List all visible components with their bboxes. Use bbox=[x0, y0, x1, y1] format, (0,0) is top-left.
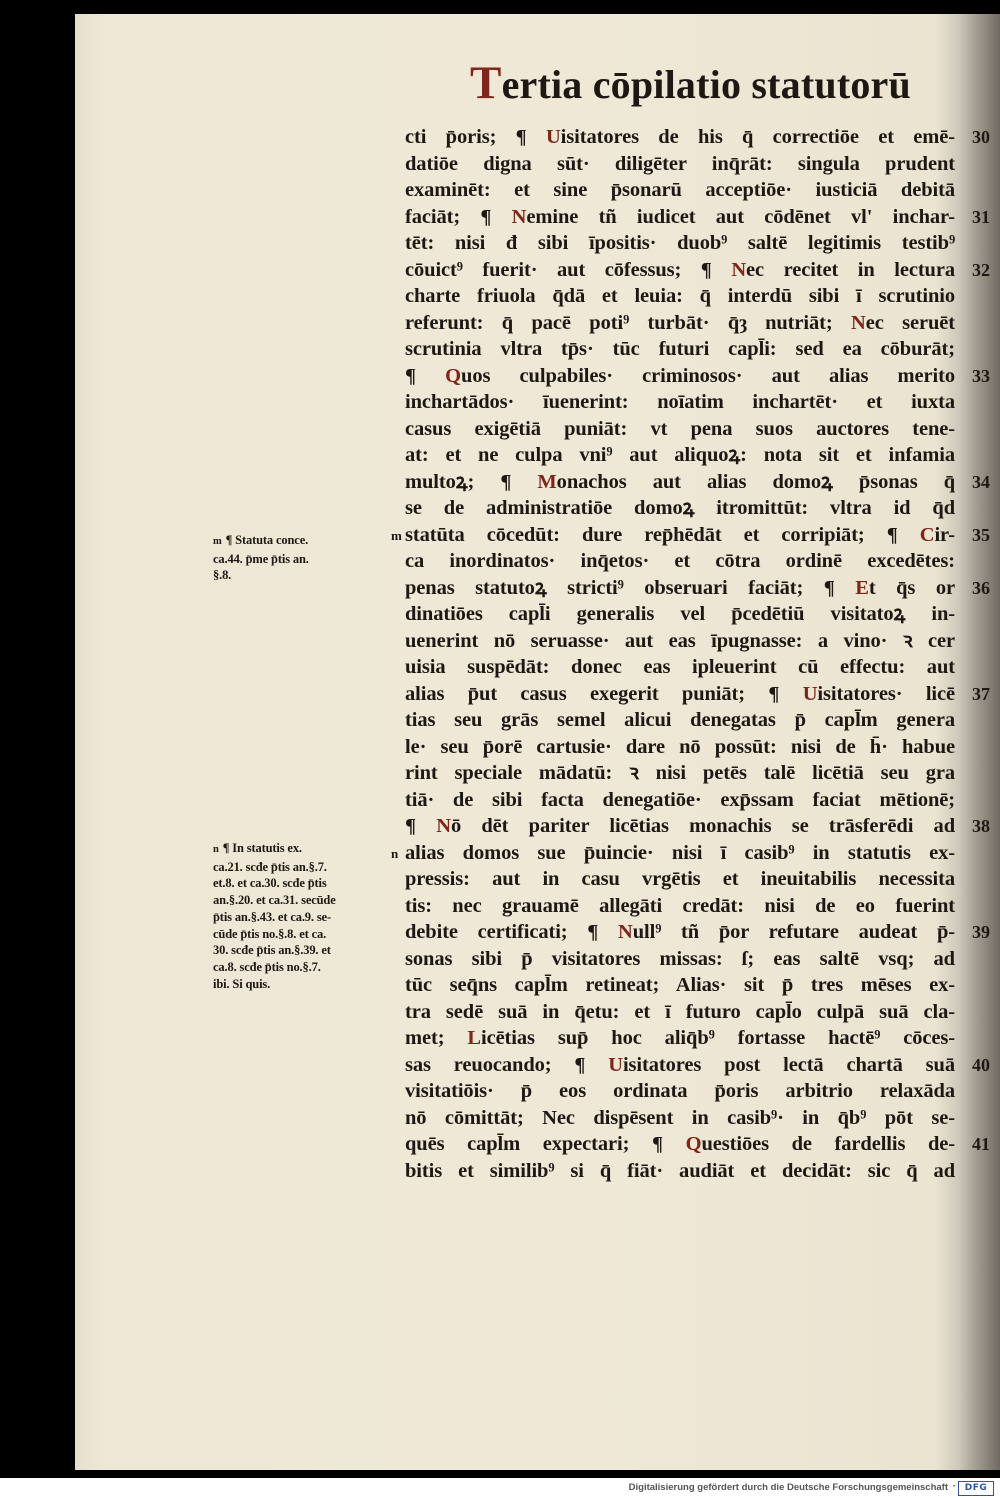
margin-note-line bbox=[213, 532, 381, 551]
text-segment: tra sedē suā in q̄etu: et ī futuro capl̄o culpā suā cla- bbox=[405, 1000, 955, 1023]
paragraph-number: 38 bbox=[972, 816, 990, 836]
main-text-column bbox=[391, 124, 990, 1184]
text-segment: examinēt: et sine p̄sonarū acceptiōe· iusticiā debitā bbox=[405, 179, 955, 201]
text-segment: tis: nec grauamē allegāti credāt: nisi de eo fuerint bbox=[405, 894, 955, 917]
text-segment: onachos aut alias domoꝝ p̄sonas q̄ bbox=[556, 470, 955, 493]
margin-note-line bbox=[213, 840, 381, 859]
text-segment: referunt: q̄ pacē poti⁹ turbāt· q̄ȝ nutriāt; bbox=[405, 311, 851, 334]
funding-credit: Digitalisierung gefördert durch die Deutsche Forschungsgemeinschaft bbox=[628, 1482, 948, 1493]
text-line bbox=[405, 813, 990, 840]
rubricated-initial: Q bbox=[685, 1133, 702, 1155]
rubricated-initial: N bbox=[850, 311, 866, 334]
text-segment: sas reuocando; ¶ bbox=[405, 1053, 609, 1076]
text-line bbox=[405, 336, 955, 363]
rubricated-initial: E bbox=[855, 576, 869, 599]
text-line bbox=[405, 919, 990, 946]
text-line bbox=[405, 389, 955, 416]
margin-note-line bbox=[213, 892, 381, 909]
text-line bbox=[405, 124, 990, 151]
title-rubricated-initial: T bbox=[470, 57, 502, 109]
text-segment: charte friuola q̄dā et leuia: q̄ interdū sibi ī scrutinio bbox=[405, 285, 955, 307]
text-segment: uenerint nō seruasse· aut eas īpugnasse: a vino· ꝛ cer bbox=[405, 629, 955, 652]
dfg-logo-icon: DFG bbox=[958, 1481, 994, 1496]
text-segment: multoꝝ; ¶ bbox=[405, 470, 538, 493]
text-segment: isitatores· licē bbox=[817, 682, 956, 705]
text-line bbox=[405, 972, 955, 999]
text-segment: at: et ne culpa vni⁹ aut aliquoꝝ: nota sit et infamia bbox=[405, 444, 955, 466]
margin-note-text: p̄tis an.§.43. et ca.9. se- bbox=[213, 909, 331, 924]
text-segment: pressis: aut in casu vrgētis et ineuitabilis necessita bbox=[405, 868, 955, 890]
footer-separator: · bbox=[952, 1481, 956, 1492]
text-segment: cti p̄oris; ¶ bbox=[405, 126, 546, 148]
margin-note-text: et.8. et ca.30. scđe p̄tis bbox=[213, 876, 327, 891]
margin-note-n bbox=[213, 840, 381, 992]
text-segment: rint speciale mādatū: ꝛ nisi petēs talē licētiā seu gra bbox=[405, 762, 955, 784]
book-page bbox=[75, 14, 1000, 1470]
text-segment: cōuict⁹ fuerit· aut cōfessus; ¶ bbox=[405, 258, 732, 281]
digitization-footer bbox=[0, 1478, 1000, 1498]
margin-note-text: ca.21. scđe p̄tis an.§.7. bbox=[213, 859, 327, 874]
text-segment: ir- bbox=[934, 523, 955, 546]
paragraph-number: 39 bbox=[972, 922, 990, 942]
margin-note-line bbox=[213, 959, 381, 976]
text-segment: tiā· de sibi facta denegatiōe· exp̄ssam faciat mētionē; bbox=[405, 788, 955, 811]
paragraph-number: 30 bbox=[972, 127, 990, 147]
margin-note-text: 30. scđe p̄tis an.§.39. et bbox=[213, 943, 331, 958]
paragraph-number: 31 bbox=[972, 206, 990, 227]
text-line bbox=[405, 495, 955, 522]
margin-note-text: ¶ In statutis ex. bbox=[222, 841, 302, 855]
paragraph-number: 37 bbox=[972, 683, 990, 704]
text-line bbox=[405, 1052, 990, 1079]
margin-note-line bbox=[213, 909, 381, 926]
margin-note-line bbox=[213, 942, 381, 959]
text-segment: ca inordinatos· inq̄etos· et cōtra ordinē excedētes: bbox=[405, 550, 955, 572]
margin-note-text: cūde p̄tis no.§.8. et ca. bbox=[213, 926, 327, 941]
text-line bbox=[405, 1105, 955, 1132]
margin-note-text: ca.8. scđe p̄tis no.§.7. bbox=[213, 959, 321, 974]
text-segment: nō cōmittāt; Nec dispēsent in casib⁹· in q̄b⁹ pōt se- bbox=[405, 1106, 955, 1129]
text-segment: bitis et similib⁹ si q̄ fiāt· audiāt et decidāt: sic q̄ ad bbox=[405, 1159, 955, 1182]
margin-note-text: ¶ Statuta conce. bbox=[225, 533, 309, 547]
note-reference-marker: n bbox=[391, 845, 399, 861]
rubricated-initial: C bbox=[919, 523, 935, 546]
text-segment: ec seruēt bbox=[865, 311, 955, 334]
text-line bbox=[405, 151, 955, 178]
margin-note-line bbox=[213, 859, 381, 876]
text-line bbox=[405, 548, 955, 575]
text-segment: t q̄s or bbox=[868, 576, 955, 599]
text-segment: penas statutoꝝ stricti⁹ obseruari faciāt; ¶ bbox=[405, 576, 856, 599]
text-segment: uestiōes de fardellis de- bbox=[701, 1133, 955, 1155]
text-segment: isitatores de his q̄ correctiōe et emē- bbox=[560, 126, 955, 148]
text-line bbox=[405, 310, 955, 337]
text-segment: debite certificati; ¶ bbox=[405, 921, 619, 943]
paragraph-number: 34 bbox=[972, 471, 990, 492]
text-line bbox=[405, 654, 955, 681]
text-segment: icētias sup̄ hoc aliq̄b⁹ fortasse hactē⁹ cōces- bbox=[480, 1027, 955, 1049]
margin-note-m bbox=[213, 532, 381, 584]
text-segment: scrutinia vltra tp̄s· tūc futuri capl̄i: sed ea cōburāt; bbox=[405, 338, 955, 360]
text-line bbox=[405, 760, 955, 787]
text-line bbox=[405, 257, 990, 284]
text-segment: ec recitet in lectura bbox=[746, 258, 955, 281]
title-text: ertia cōpilatio statutorū bbox=[501, 62, 911, 107]
text-segment: sonas sibi p̄ visitatores missas: ſ; eas saltē vsq; ad bbox=[405, 947, 955, 970]
text-line bbox=[405, 575, 990, 602]
text-segment: isitatores post lectā chartā suā bbox=[622, 1053, 955, 1076]
text-segment: alias p̄ut casus exegerit puniāt; ¶ bbox=[405, 682, 803, 705]
margin-note-line bbox=[213, 567, 381, 584]
text-line bbox=[405, 893, 955, 920]
margin-note-text: ca.44. p̄me p̄tis an. bbox=[213, 551, 309, 566]
margin-note-text: §.8. bbox=[213, 568, 232, 583]
margin-note-marker: m bbox=[213, 536, 222, 547]
text-line bbox=[405, 681, 990, 708]
text-segment: tēt: nisi đ sibi īpositis· duob⁹ saltē legitimis testib⁹ bbox=[405, 232, 955, 254]
margin-note-line bbox=[213, 875, 381, 892]
text-segment: uos culpabiles· criminosos· aut alias merito bbox=[461, 364, 955, 387]
text-line bbox=[405, 1131, 990, 1158]
running-title bbox=[470, 54, 911, 114]
text-segment: ō dēt pariter licētias monachis se trāsferēdi ad bbox=[450, 815, 956, 837]
margin-note-line bbox=[213, 551, 381, 568]
text-line bbox=[405, 707, 955, 734]
text-line bbox=[391, 840, 955, 867]
margin-note-text: an.§.20. et ca.31. secūde bbox=[213, 893, 336, 908]
text-segment: alias domos sue p̄uincie· nisi ī casib⁹ in statutis ex- bbox=[405, 841, 955, 864]
text-segment: inchartādos· īuenerint: noīatim inchartēt· et iuxta bbox=[405, 391, 955, 413]
rubricated-initial: N bbox=[618, 921, 633, 943]
text-line bbox=[391, 522, 990, 549]
paragraph-number: 33 bbox=[972, 365, 990, 386]
text-segment: met; bbox=[405, 1027, 468, 1049]
text-line bbox=[405, 442, 955, 469]
text-line bbox=[405, 866, 955, 893]
text-line bbox=[405, 363, 990, 390]
paragraph-number: 40 bbox=[972, 1054, 990, 1075]
text-segment: ull⁹ tñ p̄or refutare audeat p̄- bbox=[632, 921, 955, 943]
text-line bbox=[405, 999, 955, 1026]
margin-note-line bbox=[213, 926, 381, 943]
paragraph-number: 41 bbox=[972, 1134, 990, 1154]
text-segment: visitatiōis· p̄ eos ordinata p̄oris arbitrio relaxāda bbox=[405, 1080, 955, 1102]
rubricated-initial: N bbox=[731, 258, 747, 281]
text-segment: faciāt; ¶ bbox=[405, 205, 512, 228]
text-segment: datiōe digna sūt· diligēter inq̄rāt: singula prudent bbox=[405, 152, 955, 175]
text-line bbox=[405, 177, 955, 204]
text-line bbox=[405, 734, 955, 761]
paragraph-number: 35 bbox=[972, 524, 990, 545]
text-line bbox=[405, 230, 955, 257]
rubricated-initial: U bbox=[608, 1053, 623, 1076]
text-segment: dinatiōes capl̄i generalis vel p̄cedētiū visitatoꝝ in- bbox=[405, 603, 955, 625]
margin-note-text: ibi. Si quis. bbox=[213, 976, 271, 991]
text-segment: tias seu grās semel alicui denegatas p̄ capl̄m genera bbox=[405, 709, 955, 731]
rubricated-initial: Q bbox=[445, 364, 462, 387]
text-line bbox=[405, 1025, 955, 1052]
rubricated-initial: N bbox=[436, 815, 451, 837]
text-segment: emine tñ iudicet aut cōdēnet vl' inchar- bbox=[526, 205, 955, 228]
text-line bbox=[405, 1158, 955, 1185]
rubricated-initial: M bbox=[537, 470, 557, 493]
text-line bbox=[405, 416, 955, 443]
text-segment: quēs capl̄m expectari; ¶ bbox=[405, 1133, 686, 1155]
note-reference-marker: m bbox=[391, 527, 402, 543]
text-line bbox=[405, 1078, 955, 1105]
text-line bbox=[405, 787, 955, 814]
margin-note-line bbox=[213, 976, 381, 993]
text-line bbox=[405, 204, 990, 231]
text-line bbox=[405, 283, 955, 310]
text-segment: casus exigētiā puniāt: vt pena suos auctores tene- bbox=[405, 417, 955, 440]
rubricated-initial: L bbox=[467, 1027, 481, 1049]
text-segment: tūc seq̄ns capl̄m retineat; Alias· sit p̄ tres mēses ex- bbox=[405, 974, 955, 996]
text-segment: uisia suspēdāt: donec eas ipleuerint cū effectu: aut bbox=[405, 656, 955, 678]
rubricated-initial: U bbox=[802, 682, 818, 705]
rubricated-initial: U bbox=[545, 126, 561, 148]
text-line bbox=[405, 946, 955, 973]
text-segment: ¶ bbox=[405, 364, 446, 387]
paragraph-number: 36 bbox=[972, 577, 990, 598]
text-line bbox=[405, 628, 955, 655]
text-line bbox=[405, 601, 955, 628]
paragraph-number: 32 bbox=[972, 259, 990, 280]
margin-note-marker: n bbox=[213, 844, 219, 855]
text-segment: se de administratiōe domoꝝ itromittūt: vltra id q̄d bbox=[405, 497, 955, 519]
text-segment: le· seu p̄orē cartusie· dare nō possūt: nisi de h̄· habue bbox=[405, 735, 955, 758]
text-segment: ¶ bbox=[405, 815, 437, 837]
rubricated-initial: N bbox=[511, 205, 527, 228]
text-line bbox=[405, 469, 990, 496]
text-segment: statūta cōcedūt: dure rep̄hēdāt et corripiāt; ¶ bbox=[405, 523, 920, 546]
